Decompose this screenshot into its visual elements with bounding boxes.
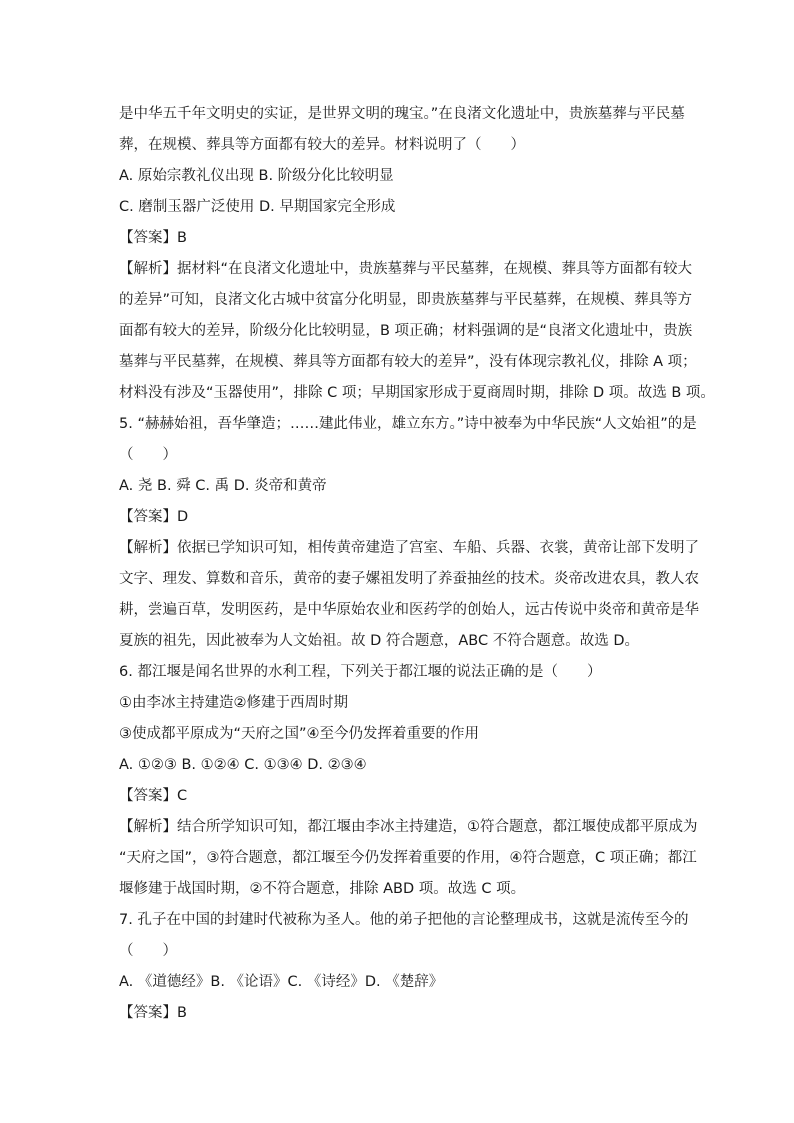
answer-line: 【答案】B [119,230,187,246]
analysis-line: 文字、理发、算数和音乐，黄帝的妻子嫘祖发明了养蚕抽丝的技术。炎帝改进农具，教人农 [119,571,699,587]
analysis-line: 【解析】据材料“在良渚文化遗址中，贵族墓葬与平民墓葬，在规模、葬具等方面都有较大 [119,261,693,277]
analysis-line: 墓葬与平民墓葬，在规模、葬具等方面都有较大的差异”，没有体现宗教礼仪，排除 A 项； [119,354,697,370]
answer-line: 【答案】D [119,509,189,525]
analysis-line: 夏族的祖先，因此被奉为人文始祖。故 D 符合题意，ABC 不符合题意。故选 D。 [119,633,640,649]
question-line: （ ） [119,943,177,959]
option-line: A. ①②③ B. ①②④ C. ①③④ D. ②③④ [119,757,367,773]
analysis-line: 【解析】结合所学知识可知，都江堰由李冰主持建造，①符合题意，都江堰使成都平原成为 [119,819,698,835]
question-line: 6. 都江堰是闻名世界的水利工程，下列关于都江堰的说法正确的是（ ） [119,664,602,680]
answer-line: 【答案】C [119,788,188,804]
option-line: A. 原始宗教礼仪出现 B. 阶级分化比较明显 [119,168,394,184]
document-page [119,99,715,1029]
answer-line: 【答案】B [119,1005,187,1021]
option-line: C. 磨制玉器广泛使用 D. 早期国家完全形成 [119,199,396,215]
analysis-line: 【解析】依据已学知识可知，相传黄帝建造了宫室、车船、兵器、衣裳，黄帝让部下发明了 [119,540,699,556]
analysis-line: 的差异”可知，良渚文化古城中贫富分化明显，即贵族墓葬与平民墓葬，在规模、葬具等方 [119,292,693,308]
option-line: A. 《道德经》B. 《论语》C. 《诗经》D. 《楚辞》 [119,974,444,990]
question-line: 5. “赫赫始祖，吾华肇造；……建此伟业，雄立东方。”诗中被奉为中华民族“人文始祖”的是 [119,416,697,432]
analysis-line: 堰修建于战国时期，②不符合题意，排除 ABD 项。故选 C 项。 [119,881,526,897]
statement-line: ③使成都平原成为“天府之国”④至今仍发挥着重要的作用 [119,726,480,742]
question-line: （ ） [119,447,177,463]
statement-line: ①由李冰主持建造②修建于西周时期 [119,695,348,711]
text-line: 是中华五千年文明史的实证，是世界文明的瑰宝。”在良渚文化遗址中，贵族墓葬与平民墓 [119,106,685,122]
analysis-line: 材料没有涉及“玉器使用”，排除 C 项；早期国家形成于夏商周时期，排除 D 项。故选 B 项。 [119,385,715,401]
analysis-line: “天府之国”，③符合题意，都江堰至今仍发挥着重要的作用，④符合题意，C 项正确；都江 [119,850,697,866]
question-line: 7. 孔子在中国的封建时代被称为圣人。他的弟子把他的言论整理成书，这就是流传至今的 [119,912,689,928]
analysis-line: 面都有较大的差异，阶级分化比较明显，B 项正确；材料强调的是“良渚文化遗址中，贵族 [119,323,693,339]
text-line: 葬，在规模、葬具等方面都有较大的差异。材料说明了（ ） [119,137,525,153]
option-line: A. 尧 B. 舜 C. 禹 D. 炎帝和黄帝 [119,478,327,494]
analysis-line: 耕，尝遍百草，发明医药，是中华原始农业和医药学的创始人，远古传说中炎帝和黄帝是华 [119,602,699,618]
